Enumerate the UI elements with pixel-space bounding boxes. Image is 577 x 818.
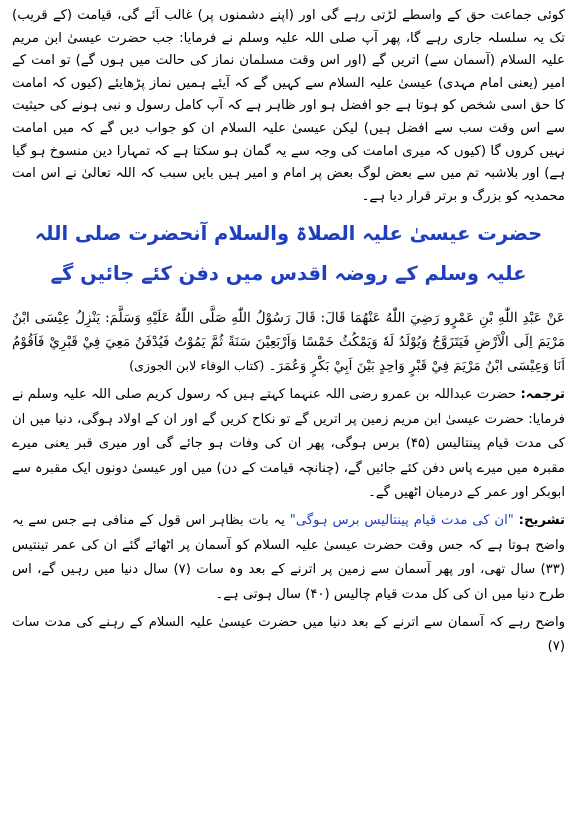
section-heading: حضرت عیسیٰ علیہ الصلاۃ والسلام آنحضرت صلی اللہ علیہ وسلم کے روضہ اقدس میں دفن کئے جائیں گے	[34, 222, 543, 286]
translation-paragraph	[12, 383, 565, 505]
hadith-reference: (کتاب الوفاء لابن الجوزی)	[129, 358, 265, 374]
explanation-paragraph	[12, 509, 565, 607]
explanation-text: یہ بات بظاہر اس قول کے منافی ہے جس سے یہ واضح ہوتا ہے کہ جس وقت حضرت عیسیٰ علیہ السلام کو آسمان پر اٹھائے گئے ان کی عمر تینتیس (۳۳) سال تھی، اور پھر آسمان سے زمین پر اترنے کے بعد وہ سات (۷) سال دنیا میں رہیں گے، اس طرح دنیا میں ان کی کل مدت قیام چالیس (۴۰) سال ہوتی ہے۔	[12, 513, 565, 602]
hadith-arabic: عَنْ عَبْدِ اللّٰهِ بْنِ عَمْرٍو رَضِيَ اللّٰهُ عَنْهُمَا قَالَ: قَالَ رَسُوْلُ اللّٰهِ صَلَّى اللّٰهُ عَلَيْهِ وَسَلَّمَ: يَنْزِلُ عِيْسَى ابْنُ مَرْيَمَ اِلَى الْاَرْضِ فَيَتَزَوَّجُ وَيُوْلَدُ لَهٗ وَيَمْكُثُ خَمْسًا وَاَرْبَعِيْنَ سَنَةً ثُمَّ يَمُوْتُ فَيُدْفَنُ مَعِيَ فِيْ قَبْرِيْ فَاَقُوْمُ اَنَا وَعِيْسَى ابْنُ مَرْيَمَ فِيْ قَبْرٍ وَاحِدٍ بَيْنَ اَبِيْ بَكْرٍ وَعُمَرَ۔	[12, 310, 565, 375]
explanation-label: تشریح:	[518, 513, 565, 529]
explanation-highlight: "ان کی مدت قیام پینتالیس برس ہوگی"	[289, 513, 514, 529]
hadith-arabic-text	[12, 306, 565, 378]
paragraph-1: کوئی جماعت حق کے واسطے لڑتی رہے گی اور (اپنے دشمنوں پر) غالب آئے گی، قیامت (کے قریب) تک یہ سلسلہ جاری رہے گا، پھر آپ صلی اللہ علیہ وسلم نے فرمایا: جب حضرت عیسیٰ ابن مریم علیہ السلام (آسمان سے) اتریں گے (اور اس وقت مسلمان نماز کی حالت میں ہوں گے) تو امت کے امیر (یعنی امام مہدی) عیسیٰ علیہ السلام سے کہیں گے کہ آیئے ہمیں نماز پڑھایئے (کیوں کہ امامت کا حق اسی شخص کو ہوتا ہے جو افضل ہو اور ظاہر ہے کہ آپ کامل رسول و نبی ہونے کی حیثیت سے اس وقت سب سے افضل ہیں) لیکن عیسیٰ علیہ السلام ان کو جواب دیں گے کہ میں امامت نہیں کروں گا (کیوں کہ میری امامت کی وجہ سے یہ گمان ہو سکتا ہے کہ تمہارا دین منسوخ ہو گیا ہے) اور بلاشبہ تم میں سے بعض لوگ بعض پر امام و امیر ہیں بایں سبب کہ اللہ تعالیٰ نے اس امت محمدیہ کو بزرگ و برتر قرار دیا ہے۔	[12, 8, 565, 204]
translation-label: ترجمہ:	[520, 387, 565, 403]
translation-text: حضرت عبداللہ بن عمرو رضی اللہ عنہما کہتے ہیں کہ رسول کریم صلی اللہ علیہ وسلم نے فرمایا: حضرت عیسیٰ ابن مریم زمین پر اتریں گے تو نکاح کریں گے اور ان کے اولاد ہوگی، دنیا میں ان کی مدت قیام پینتالیس (۴۵) برس ہوگی، پھر ان کی وفات ہو جائے گی اور میری قبر یعنی میرے مقبرہ میں میرے پاس دفن کئے جائیں گے، (چنانچہ قیامت کے دن) میں اور عیسیٰ دونوں ایک مقبرہ سے ابوبکر اور عمر کے درمیان اٹھیں گے۔	[12, 387, 565, 500]
document-page	[12, 0, 565, 818]
final-line: واضح رہے کہ آسمان سے اترنے کے بعد دنیا میں حضرت عیسیٰ علیہ السلام کے رہنے کی مدت سات (۷)	[12, 615, 565, 655]
